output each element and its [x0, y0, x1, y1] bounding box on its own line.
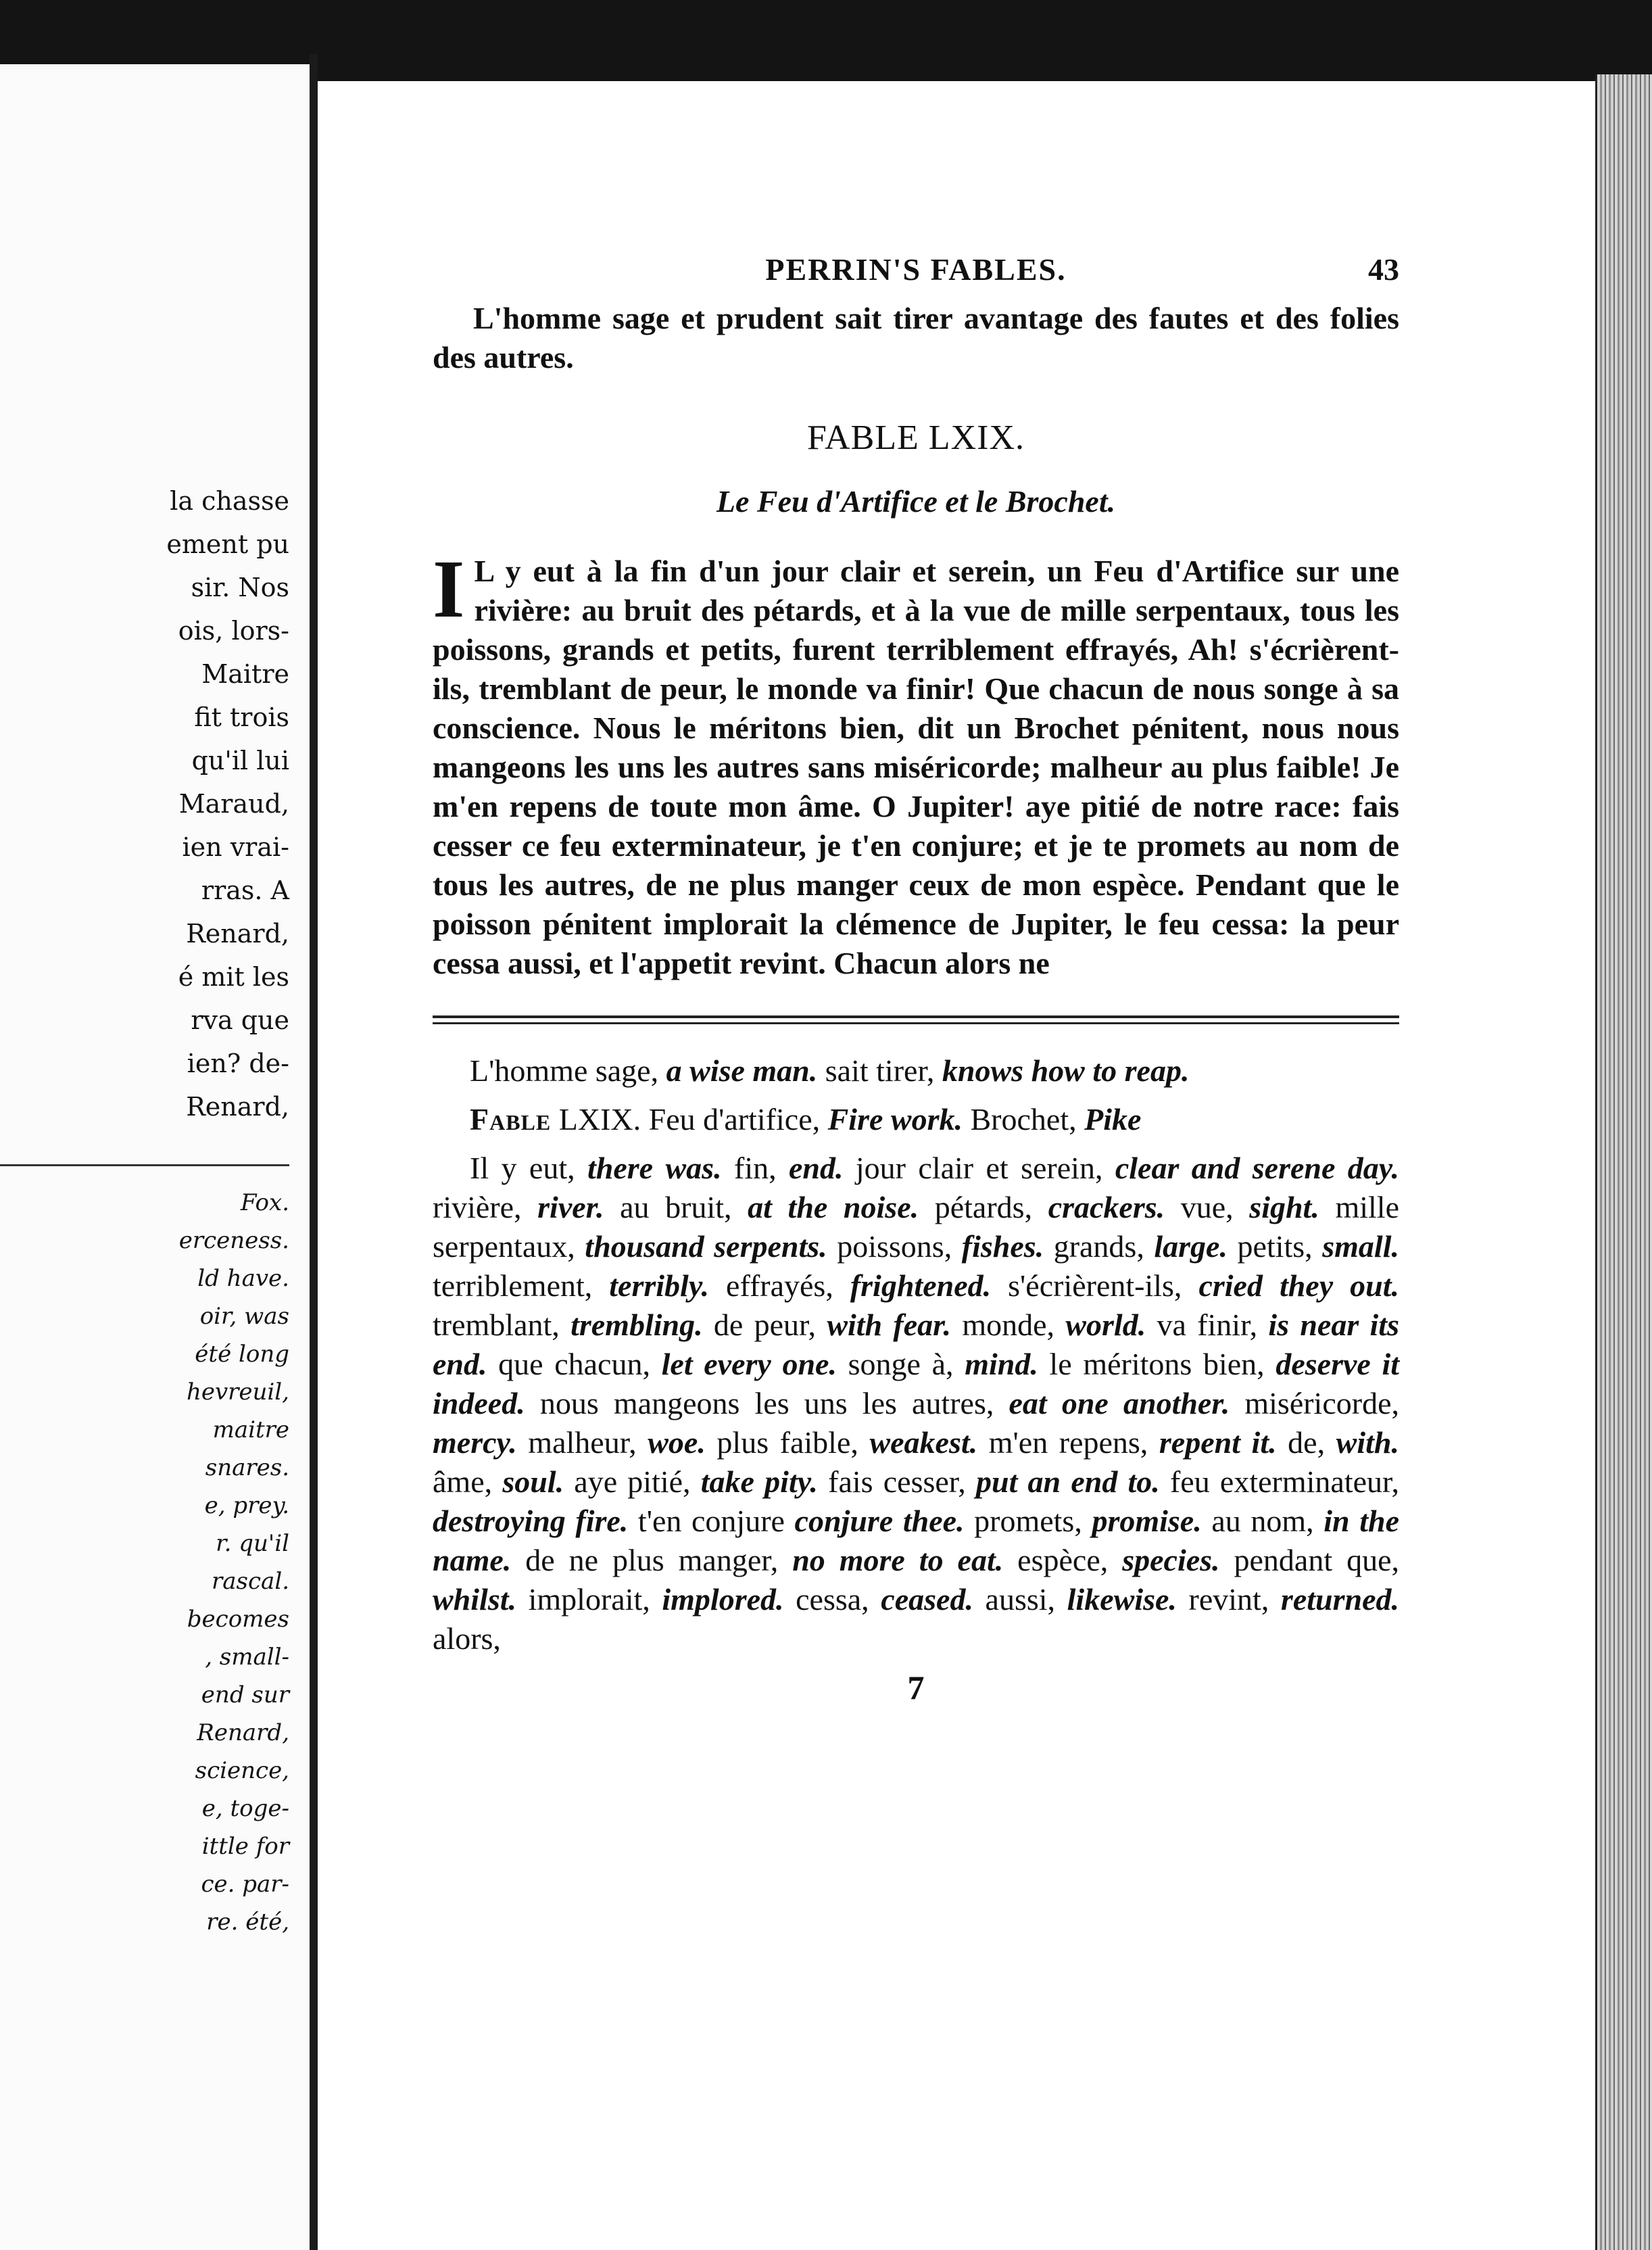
- left-page-line: ien vrai-: [182, 832, 289, 862]
- left-page-note-line: e, prey.: [204, 1492, 289, 1519]
- left-page-note-line: end sur: [201, 1681, 289, 1708]
- french-term: sait tirer,: [817, 1053, 942, 1088]
- translation-text: conjure thee.: [794, 1504, 965, 1538]
- left-page-line: qu'il lui: [191, 746, 289, 775]
- translation-text: mercy.: [433, 1425, 517, 1460]
- page-content: [433, 243, 1399, 1707]
- divider-rule-second: [433, 1022, 1399, 1024]
- left-page-note-line: erceness.: [178, 1227, 289, 1254]
- left-page-line: fit trois: [194, 702, 289, 732]
- drop-cap: I: [433, 544, 465, 635]
- french-term: songe à,: [836, 1347, 965, 1381]
- french-term: fin,: [721, 1151, 789, 1185]
- translation-text: in the name.: [433, 1504, 1399, 1577]
- french-term: alors,: [433, 1621, 501, 1656]
- french-term: Il y eut,: [470, 1151, 587, 1185]
- translation-text: no more to eat.: [792, 1543, 1004, 1577]
- french-term: Brochet,: [963, 1102, 1085, 1136]
- french-term: le méritons bien,: [1038, 1347, 1276, 1381]
- left-page-note-line: snares.: [205, 1454, 289, 1481]
- running-head: [433, 243, 1399, 291]
- translation-text: mind.: [965, 1347, 1038, 1381]
- signature-mark: 7: [907, 1669, 925, 1706]
- notes-paragraph: [433, 1051, 1399, 1091]
- translation-text: species.: [1122, 1543, 1220, 1577]
- french-term: t'en conjure: [628, 1504, 795, 1538]
- french-term: aussi,: [973, 1582, 1067, 1617]
- translation-text: Fire work.: [827, 1102, 963, 1136]
- french-term: LXIX. Feu d'artifice,: [551, 1102, 828, 1136]
- translation-text: eat one another.: [1009, 1386, 1230, 1420]
- french-term: pétards,: [919, 1190, 1048, 1224]
- french-term: aye pitié,: [564, 1464, 701, 1499]
- french-term: plus faible,: [705, 1425, 870, 1460]
- left-page-line: sir. Nos: [191, 573, 289, 602]
- french-term: nous mangeons les uns les autres,: [525, 1386, 1009, 1420]
- translation-text: implored.: [662, 1582, 784, 1617]
- book-gutter: [310, 54, 318, 2250]
- french-term: monde,: [951, 1308, 1066, 1342]
- translation-text: destroying fire.: [433, 1504, 629, 1538]
- left-page-note-line: , small-: [205, 1644, 289, 1671]
- translation-text: fishes.: [961, 1229, 1044, 1264]
- left-page-line: ien? de-: [187, 1049, 289, 1078]
- french-term: Fable: [470, 1102, 552, 1136]
- left-page-line: rras. A: [201, 876, 289, 905]
- french-term: grands,: [1044, 1229, 1155, 1264]
- french-term: rivière,: [433, 1190, 538, 1224]
- french-term: cessa,: [783, 1582, 881, 1617]
- left-page-line: la chasse: [170, 486, 289, 516]
- left-page-note-line: e, toge-: [201, 1795, 289, 1822]
- left-page-note-line: Fox.: [240, 1189, 289, 1216]
- french-term: terriblement,: [433, 1268, 610, 1303]
- divider-rule: [433, 1015, 1399, 1018]
- translation-text: terribly.: [609, 1268, 710, 1303]
- translation-text: repent it.: [1159, 1425, 1277, 1460]
- translation-text: large.: [1154, 1229, 1228, 1264]
- translation-text: returned.: [1280, 1582, 1400, 1617]
- french-term: malheur,: [516, 1425, 648, 1460]
- left-page-note-line: maitre: [212, 1416, 289, 1443]
- left-page-line: Renard,: [186, 1092, 289, 1122]
- french-term: implorait,: [516, 1582, 662, 1617]
- left-page-note-line: Renard,: [197, 1719, 289, 1746]
- translation-text: Pike: [1084, 1102, 1142, 1136]
- left-page-note-line: hevreuil,: [186, 1379, 289, 1406]
- translation-text: put an end to.: [975, 1464, 1160, 1499]
- french-term: mille serpentaux,: [433, 1190, 1399, 1264]
- left-page-line: é mit les: [178, 962, 289, 992]
- french-term: pendant que,: [1219, 1543, 1399, 1577]
- translation-text: frightened.: [850, 1268, 992, 1303]
- translation-text: soul.: [502, 1464, 564, 1499]
- translation-text: at the noise.: [748, 1190, 919, 1224]
- fable-body-text: L y eut à la fin d'un jour clair et serein, un Feu d'Artifice sur une rivière: au bruit des pétards, et à la vue de mille serpentaux, tous les poissons, grands et petits, furent terriblement effrayés, Ah! s'écrièrent-ils, tremblant de peur, le monde va finir! Que chacun de nous songe à sa conscience. Nous le méritons bien, dit un Brochet pénitent, nous nous mangeons les uns les autres sans miséricorde; malheur au plus faible! Je m'en repens de toute mon âme. O Jupiter! aye pitié de notre race: fais cesser ce feu exterminateur, je t'en conjure; et je te promets au nom de tous les autres, de ne plus manger ceux de mon espèce. Pendant que le poisson pénitent implorait la clémence de Jupiter, le feu cessa: la peur cessa aussi, et l'appetit revint. Chacun alors ne: [433, 554, 1399, 980]
- moral-text: L'homme sage et prudent sait tirer avantage des fautes et des folies des autres.: [433, 301, 1399, 375]
- french-term: miséricorde,: [1230, 1386, 1399, 1420]
- translation-text: thousand serpents.: [585, 1229, 827, 1264]
- left-page-note-line: été long: [195, 1341, 289, 1368]
- translation-text: whilst.: [433, 1582, 517, 1617]
- french-term: tremblant,: [433, 1308, 571, 1342]
- translation-text: with.: [1336, 1425, 1399, 1460]
- french-term: feu exterminateur,: [1159, 1464, 1400, 1499]
- translation-text: crackers.: [1048, 1190, 1165, 1224]
- french-term: s'écrièrent-ils,: [991, 1268, 1199, 1303]
- french-term: poissons,: [827, 1229, 962, 1264]
- french-term: au bruit,: [604, 1190, 748, 1224]
- translation-text: knows how to reap.: [942, 1053, 1190, 1088]
- left-page-note-line: science,: [195, 1757, 289, 1784]
- french-term: espèce,: [1003, 1543, 1123, 1577]
- french-term: m'en repens,: [977, 1425, 1159, 1460]
- translation-text: cried they out.: [1198, 1268, 1399, 1303]
- fable-heading: FABLE LXIX.: [806, 418, 1025, 457]
- left-page-note-line: r. qu'il: [216, 1530, 289, 1557]
- running-head-title: PERRIN'S FABLES.: [765, 252, 1067, 287]
- translation-text: with fear.: [827, 1308, 952, 1342]
- translation-text: river.: [537, 1190, 604, 1224]
- left-page-line: rva que: [191, 1005, 289, 1035]
- left-page-line: Renard,: [186, 919, 289, 949]
- translation-text: trembling.: [570, 1308, 703, 1342]
- french-term: au nom,: [1201, 1504, 1324, 1538]
- french-term: jour clair et serein,: [843, 1151, 1115, 1185]
- french-term: revint,: [1176, 1582, 1281, 1617]
- notes-paragraph: [433, 1100, 1399, 1139]
- translation-text: weakest.: [869, 1425, 978, 1460]
- notes-paragraph: [433, 1149, 1399, 1658]
- left-page-line: ois, lors-: [178, 616, 289, 646]
- french-term: vue,: [1165, 1190, 1250, 1224]
- translation-text: end.: [789, 1151, 844, 1185]
- left-facing-page: [0, 64, 314, 2250]
- vocabulary-notes: [433, 1051, 1399, 1658]
- french-term: promets,: [964, 1504, 1092, 1538]
- left-page-line: Maraud,: [178, 789, 289, 819]
- left-page-note-line: ittle for: [201, 1833, 289, 1860]
- page-number: 43: [1368, 252, 1399, 287]
- translation-text: a wise man.: [666, 1053, 818, 1088]
- translation-text: there was.: [587, 1151, 722, 1185]
- page-edges: [1595, 74, 1652, 2250]
- left-page-line: Maitre: [201, 659, 289, 689]
- french-term: de,: [1276, 1425, 1336, 1460]
- french-term: que chacun,: [487, 1347, 662, 1381]
- translation-text: clear and serene day.: [1115, 1151, 1400, 1185]
- translation-text: likewise.: [1067, 1582, 1177, 1617]
- fable-body: [433, 544, 1399, 983]
- translation-text: take pity.: [700, 1464, 818, 1499]
- translation-text: deserve it indeed.: [433, 1347, 1400, 1420]
- french-term: de ne plus manger,: [511, 1543, 793, 1577]
- translation-text: is near its end.: [433, 1308, 1399, 1381]
- translation-text: woe.: [648, 1425, 706, 1460]
- left-page-note-line: ce. par-: [201, 1871, 289, 1898]
- french-term: âme,: [433, 1464, 503, 1499]
- french-term: L'homme sage,: [470, 1053, 666, 1088]
- translation-text: sight.: [1249, 1190, 1319, 1224]
- translation-text: ceased.: [881, 1582, 973, 1617]
- left-page-note-line: re. été,: [206, 1909, 289, 1936]
- left-page-note-line: rascal.: [212, 1568, 289, 1595]
- left-page-note-line: becomes: [187, 1606, 289, 1633]
- french-term: effrayés,: [709, 1268, 850, 1303]
- translation-text: world.: [1065, 1308, 1146, 1342]
- translation-text: let every one.: [661, 1347, 837, 1381]
- left-page-line: ement pu: [166, 529, 289, 559]
- left-page-note-line: ld have.: [197, 1265, 289, 1292]
- left-page-note-line: oir, was: [199, 1303, 289, 1330]
- french-term: petits,: [1227, 1229, 1323, 1264]
- french-term: fais cesser,: [817, 1464, 976, 1499]
- french-term: de peur,: [702, 1308, 827, 1342]
- french-term: va finir,: [1146, 1308, 1269, 1342]
- translation-text: promise.: [1092, 1504, 1202, 1538]
- fable-subtitle: Le Feu d'Artifice et le Brochet.: [716, 484, 1116, 519]
- translation-text: small.: [1322, 1229, 1399, 1264]
- left-page-rule: [0, 1164, 289, 1166]
